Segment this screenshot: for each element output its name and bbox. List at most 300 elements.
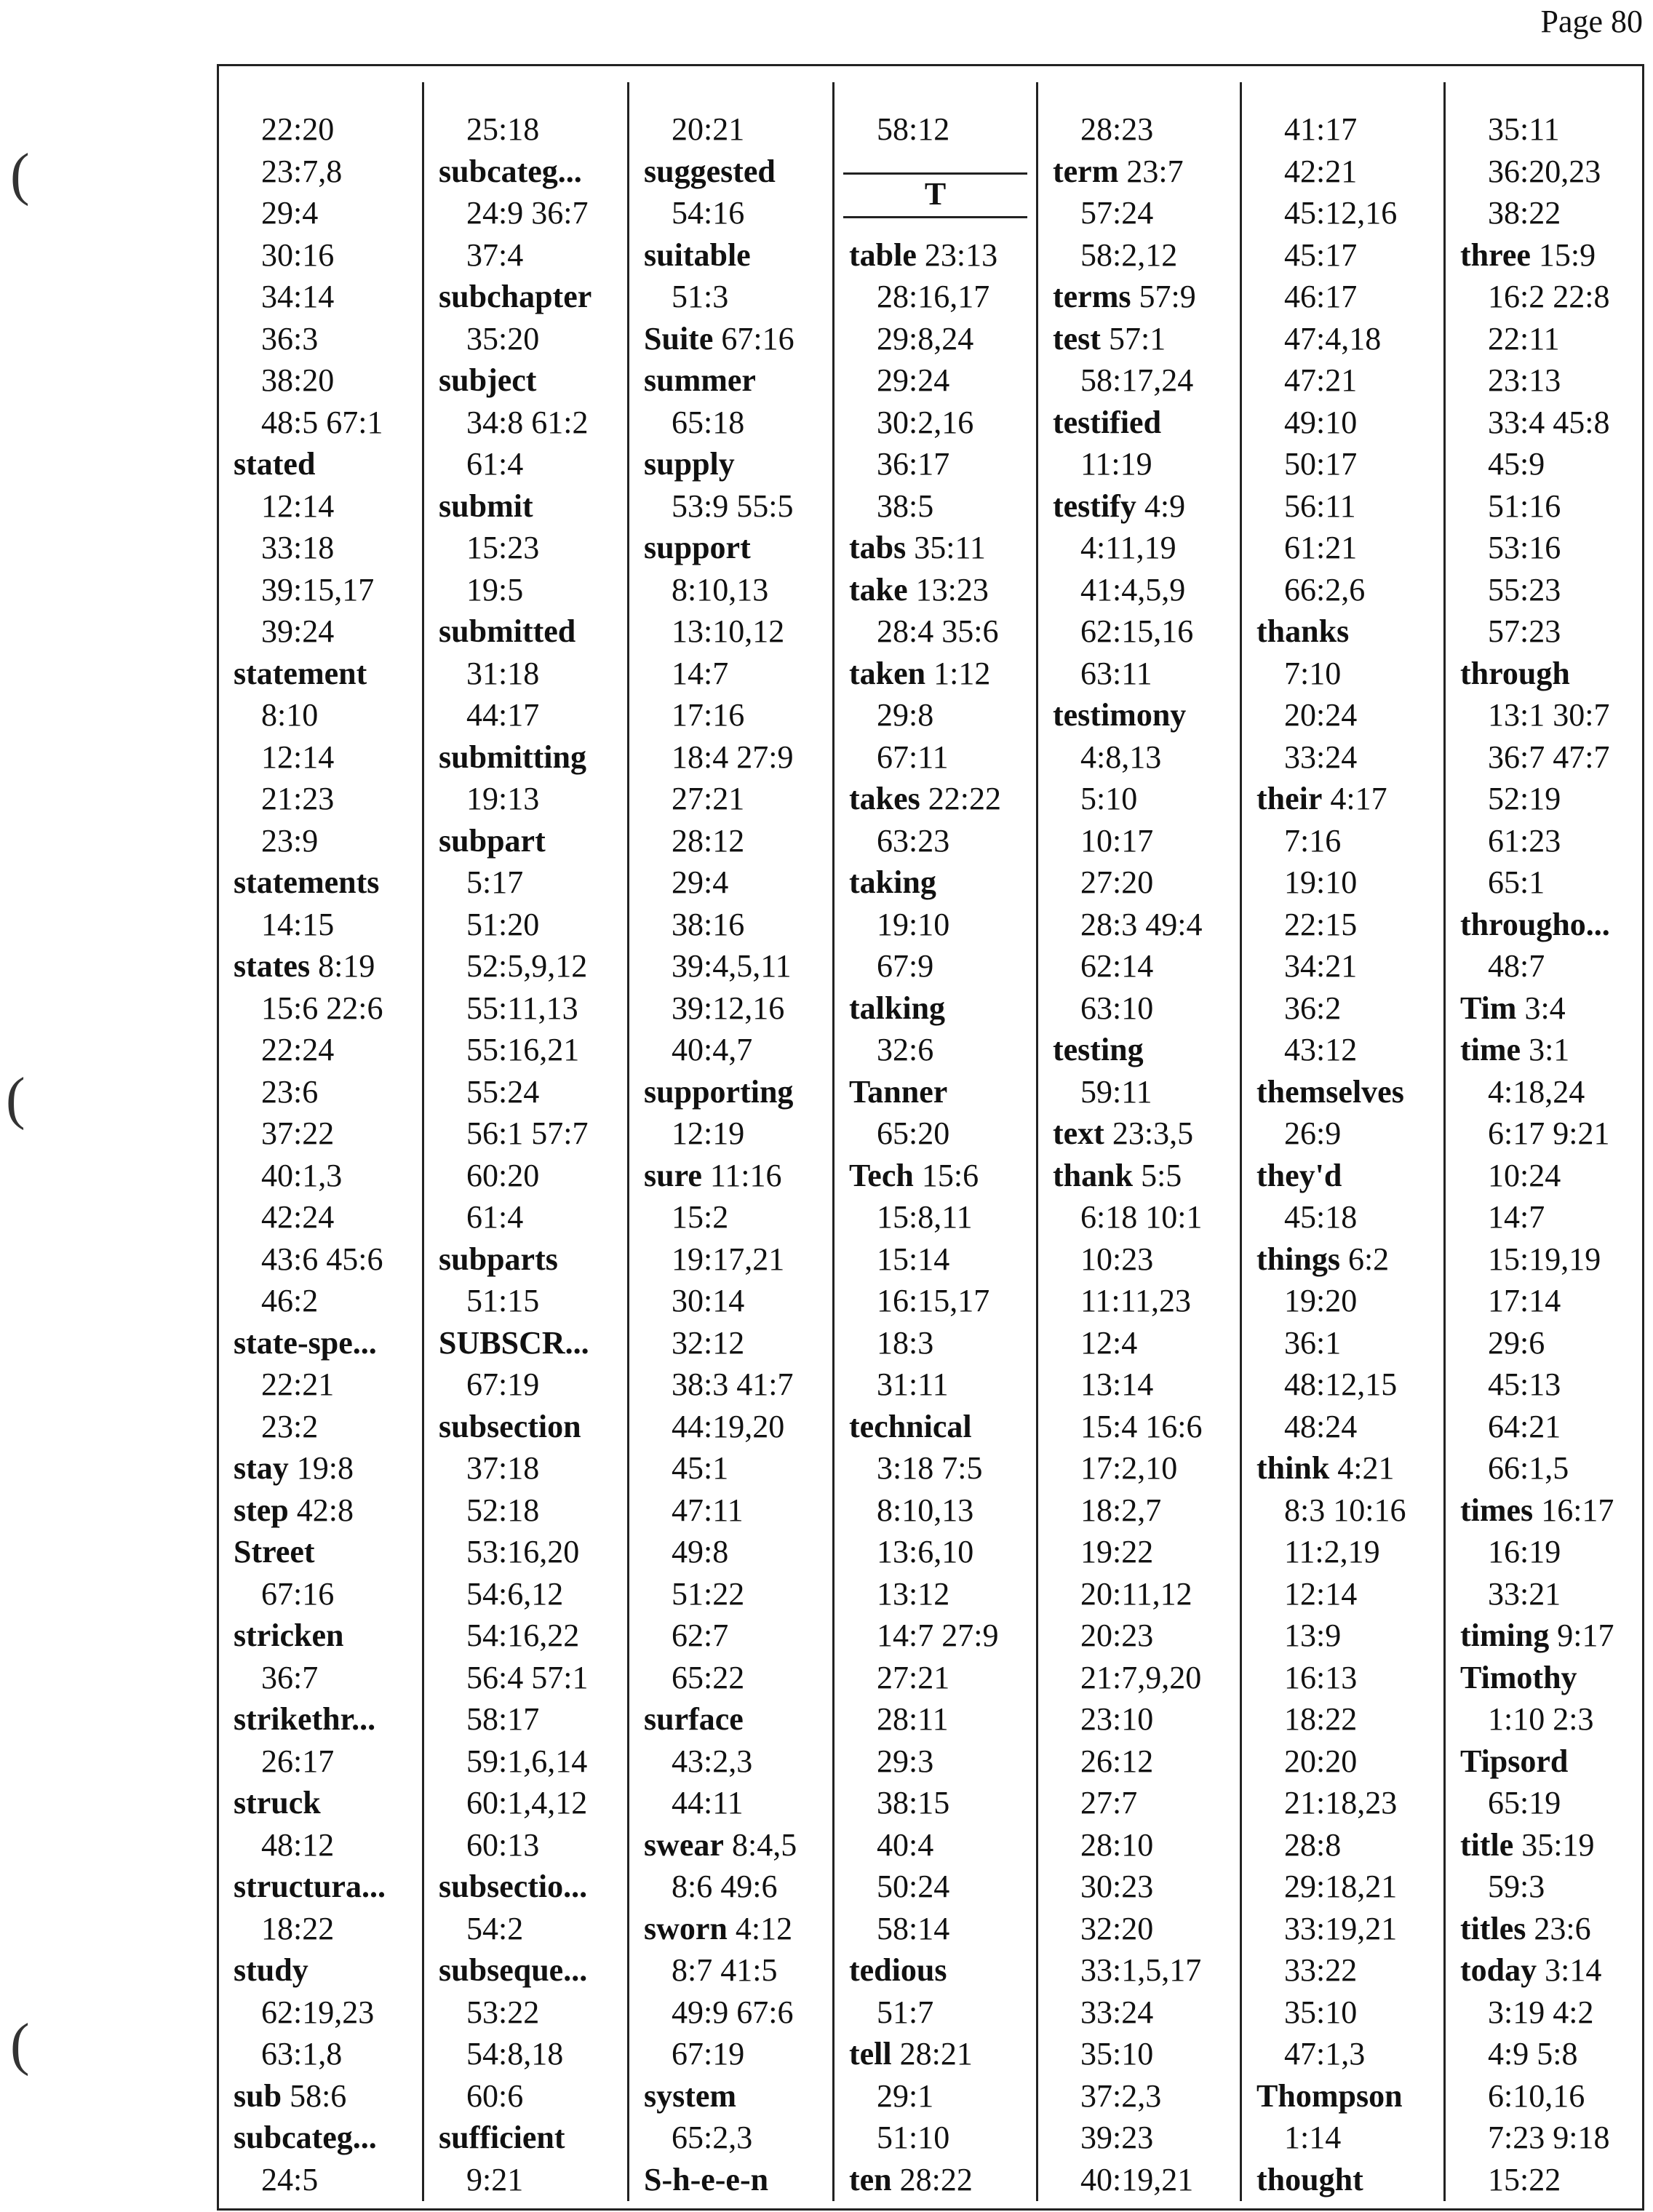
index-refs-continued: 40:4,7 [672, 1032, 753, 1067]
index-term: today [1460, 1952, 1537, 1988]
index-refs-continued: 54:16,22 [466, 1618, 580, 1653]
index-refs-continued: 13:12 [877, 1575, 950, 1612]
index-entry [219, 2117, 422, 2159]
index-entry [629, 443, 832, 485]
index-refs-continued: 15:8,11 [877, 1199, 973, 1235]
index-term: time [1460, 1032, 1521, 1067]
margin-mark-bottom: ( [10, 2013, 30, 2077]
index-entry [424, 736, 627, 779]
index-entry [835, 2159, 1036, 2201]
index-term: they'd [1256, 1157, 1342, 1193]
index-refs-continued: 67:16 [261, 1575, 335, 1612]
index-refs-continued: 8:10,13 [672, 571, 769, 608]
index-refs-continued: 52:18 [466, 1492, 540, 1528]
index-refs: 3:1 [1529, 1032, 1570, 1067]
index-refs-continued: 39:24 [261, 613, 335, 649]
index-refs-continued: 30:16 [261, 236, 335, 273]
index-refs-continued: 59:3 [1488, 1869, 1545, 1904]
index-refs-continued: 65:18 [672, 404, 745, 440]
index-refs-continued: 53:9 55:5 [672, 488, 794, 524]
index-refs: 23:13 [924, 236, 998, 273]
index-term: Tech [849, 1157, 914, 1193]
index-term: supporting [644, 1073, 794, 1110]
index-refs-continued: 51:3 [672, 279, 729, 314]
index-refs-continued: 41:17 [1284, 111, 1358, 147]
index-term: stay [234, 1450, 289, 1486]
index-refs-continued: 25:18 [466, 111, 540, 147]
index-refs-continued: 22:15 [1284, 906, 1358, 942]
index-refs-continued: 27:21 [672, 781, 745, 816]
index-entry [1446, 1908, 1642, 1950]
index-refs-continued: 29:8 [877, 697, 934, 733]
index-refs-continued: 31:18 [466, 655, 540, 691]
index-term: table [849, 236, 917, 273]
index-refs-continued: 63:1,8 [261, 2036, 343, 2072]
index-refs-continued: 45:1 [672, 1450, 729, 1486]
index-term: testimony [1053, 697, 1187, 733]
index-refs-continued: 53:16 [1488, 530, 1561, 565]
index-refs-continued: 18:22 [261, 1910, 335, 1946]
index-refs-continued: 36:17 [877, 446, 950, 482]
index-refs-continued: 39:4,5,11 [672, 948, 792, 984]
index-entry [1446, 1824, 1642, 1866]
index-refs: 23:3,5 [1112, 1115, 1194, 1151]
index-refs-continued: 20:20 [1284, 1743, 1358, 1779]
index-refs-continued: 20:21 [672, 111, 745, 147]
index-refs-continued: 15:22 [1488, 2161, 1561, 2197]
index-entry [835, 778, 1036, 820]
index-entry [1242, 1071, 1443, 1113]
index-entry [629, 1071, 832, 1113]
index-refs-continued: 47:4,18 [1284, 320, 1382, 357]
index-refs: 58:6 [290, 2077, 347, 2114]
index-refs-continued: 50:17 [1284, 446, 1358, 482]
index-refs-continued: 50:24 [877, 1869, 950, 1904]
index-refs-continued: 23:10 [1080, 1701, 1154, 1737]
index-refs-continued: 27:21 [877, 1659, 950, 1695]
index-refs-continued: 36:3 [261, 320, 319, 357]
index-entry [1038, 1113, 1240, 1155]
index-entry [1446, 987, 1642, 1030]
index-refs-continued: 15:4 16:6 [1080, 1408, 1203, 1444]
index-refs-continued: 10:17 [1080, 822, 1154, 859]
index-entry [1242, 2159, 1443, 2201]
index-refs-continued: 35:10 [1284, 1994, 1358, 2030]
index-refs-continued: 6:10,16 [1488, 2077, 1585, 2114]
index-refs: 1:12 [933, 655, 991, 691]
index-refs: 28:21 [899, 2036, 973, 2072]
index-refs-continued: 20:11,12 [1080, 1575, 1192, 1612]
index-refs-continued: 36:2 [1284, 990, 1342, 1026]
index-refs-continued: 12:14 [261, 488, 335, 524]
index-refs-continued: 21:23 [261, 781, 335, 816]
index-refs-continued: 11:19 [1080, 446, 1152, 482]
index-refs-continued: 28:12 [672, 822, 745, 859]
index-refs-continued: 60:20 [466, 1157, 540, 1193]
index-entry [835, 1155, 1036, 1197]
index-refs-continued: 51:20 [466, 906, 540, 942]
index-refs-continued: 28:10 [1080, 1826, 1154, 1863]
index-refs-continued: 17:16 [672, 697, 745, 733]
index-refs-continued: 56:11 [1284, 488, 1356, 524]
index-refs: 5:5 [1141, 1157, 1182, 1193]
index-entry [835, 234, 1036, 276]
index-refs-continued: 19:17,21 [672, 1241, 785, 1277]
index-refs: 4:17 [1330, 781, 1387, 816]
index-term: Tanner [849, 1073, 948, 1110]
index-refs-continued: 29:24 [877, 362, 950, 398]
index-refs-continued: 37:2,3 [1080, 2077, 1162, 2114]
index-entry [629, 2075, 832, 2117]
index-refs-continued: 51:16 [1488, 488, 1561, 524]
index-entry [835, 569, 1036, 611]
index-term: sufficient [439, 2120, 565, 2155]
index-entry [1446, 904, 1642, 946]
index-refs-continued: 3:18 7:5 [877, 1450, 983, 1486]
index-entry [1446, 1949, 1642, 1992]
index-refs-continued: 7:16 [1284, 822, 1342, 859]
index-refs-continued: 42:21 [1284, 153, 1358, 189]
index-term: subseque... [439, 1952, 588, 1988]
index-refs-continued: 45:12,16 [1284, 195, 1398, 231]
index-refs-continued: 14:7 27:9 [877, 1618, 999, 1653]
index-refs: 19:8 [296, 1450, 354, 1486]
index-refs-continued: 20:24 [1284, 697, 1358, 733]
index-refs: 23:7 [1126, 153, 1184, 189]
index-entry [835, 527, 1036, 569]
index-entry [629, 359, 832, 402]
index-refs-continued: 19:5 [466, 571, 524, 608]
index-refs: 3:14 [1545, 1952, 1602, 1988]
index-term: statements [234, 864, 380, 900]
index-term: through [1460, 655, 1570, 691]
index-column-7 [1446, 82, 1642, 2201]
index-refs-continued: 16:15,17 [877, 1283, 990, 1318]
index-refs-continued: 65:2,3 [672, 2120, 753, 2155]
index-refs-continued: 13:14 [1080, 1366, 1154, 1402]
index-refs: 4:21 [1337, 1450, 1395, 1486]
index-refs-continued: 30:14 [672, 1283, 745, 1318]
index-refs-continued: 38:15 [877, 1785, 950, 1821]
index-entry [629, 151, 832, 193]
index-term: sworn [644, 1910, 728, 1946]
index-refs-continued: 22:20 [261, 111, 335, 147]
index-refs-continued: 35:20 [466, 320, 540, 357]
index-term: testified [1053, 404, 1162, 440]
index-refs-continued: 4:18,24 [1488, 1073, 1585, 1110]
index-refs-continued: 24:9 36:7 [466, 195, 589, 231]
index-refs-continued: 67:11 [877, 739, 949, 775]
index-refs-continued: 14:7 [1488, 1199, 1545, 1235]
index-refs-continued: 21:7,9,20 [1080, 1659, 1202, 1695]
index-refs-continued: 55:23 [1488, 571, 1561, 608]
margin-mark-middle: ( [6, 1067, 25, 1131]
index-refs-continued: 3:19 4:2 [1488, 1994, 1594, 2030]
index-entry [424, 1406, 627, 1448]
index-term: submit [439, 488, 533, 524]
index-refs-continued: 30:2,16 [877, 404, 974, 440]
index-term: talking [849, 990, 946, 1026]
index-entry [424, 2117, 627, 2159]
index-entry [219, 1949, 422, 1992]
index-refs-continued: 47:1,3 [1284, 2036, 1366, 2072]
index-refs: 35:11 [914, 530, 986, 565]
index-refs-continued: 38:16 [672, 906, 745, 942]
index-term: times [1460, 1492, 1534, 1528]
index-refs-continued: 38:5 [877, 488, 934, 524]
index-term: Timothy [1460, 1659, 1577, 1695]
index-column-1 [219, 82, 424, 2201]
index-refs-continued: 38:3 41:7 [672, 1366, 794, 1402]
index-refs-continued: 18:22 [1284, 1701, 1358, 1737]
index-term: study [234, 1952, 308, 1988]
index-refs-continued: 26:12 [1080, 1743, 1154, 1779]
index-refs-continued: 36:7 47:7 [1488, 739, 1610, 775]
index-refs-continued: 32:6 [877, 1032, 934, 1067]
index-entry [219, 945, 422, 987]
index-entry [1038, 1029, 1240, 1071]
index-entry [629, 318, 832, 360]
index-refs-continued: 56:1 57:7 [466, 1115, 589, 1151]
index-refs-continued: 34:21 [1284, 948, 1358, 984]
index-refs-continued: 65:20 [877, 1115, 950, 1151]
index-refs-continued: 47:11 [672, 1492, 744, 1528]
index-refs-continued: 22:11 [1488, 320, 1560, 357]
index-refs-continued: 65:1 [1488, 864, 1545, 900]
index-entry [629, 1155, 832, 1197]
index-refs-continued: 17:14 [1488, 1283, 1561, 1318]
index-refs-continued: 40:19,21 [1080, 2161, 1194, 2197]
index-refs-continued: 51:22 [672, 1575, 745, 1612]
index-refs-continued: 33:4 45:8 [1488, 404, 1610, 440]
index-term: timing [1460, 1618, 1550, 1653]
index-entry [1446, 234, 1642, 276]
index-refs-continued: 8:6 49:6 [672, 1869, 778, 1904]
index-term: titles [1460, 1910, 1526, 1946]
index-entry [219, 862, 422, 904]
index-refs-continued: 51:15 [466, 1283, 540, 1318]
index-refs-continued: 33:21 [1488, 1575, 1561, 1612]
index-refs-continued: 27:20 [1080, 864, 1154, 900]
index-term: subcateg... [234, 2120, 377, 2155]
index-term: statement [234, 655, 367, 691]
index-refs-continued: 66:1,5 [1488, 1450, 1569, 1486]
index-refs-continued: 6:18 10:1 [1080, 1199, 1203, 1235]
index-refs-continued: 4:9 5:8 [1488, 2036, 1578, 2072]
index-refs-continued: 26:9 [1284, 1115, 1342, 1151]
index-refs-continued: 29:6 [1488, 1324, 1545, 1361]
index-term: summer [644, 362, 756, 398]
index-term: submitted [439, 613, 576, 649]
index-term: SUBSCR... [439, 1324, 589, 1361]
index-refs-continued: 58:12 [877, 111, 950, 147]
index-refs-continued: 46:2 [261, 1283, 319, 1318]
index-refs-continued: 14:7 [672, 655, 729, 691]
index-refs-continued: 49:9 67:6 [672, 1994, 794, 2030]
index-refs: 67:16 [721, 320, 794, 357]
index-refs-continued: 45:9 [1488, 446, 1545, 482]
index-refs-continued: 13:6,10 [877, 1534, 974, 1570]
index-refs-continued: 32:12 [672, 1324, 745, 1361]
index-refs-continued: 7:23 9:18 [1488, 2120, 1610, 2155]
index-term: thought [1256, 2161, 1363, 2197]
index-refs-continued: 39:12,16 [672, 990, 785, 1026]
index-refs-continued: 63:10 [1080, 990, 1154, 1026]
index-term: taken [849, 655, 926, 691]
index-term: strikethr... [234, 1701, 376, 1737]
index-refs-continued: 48:12 [261, 1826, 335, 1863]
index-refs: 35:19 [1521, 1826, 1595, 1863]
index-entry [1446, 1657, 1642, 1699]
index-refs-continued: 33:18 [261, 530, 335, 565]
index-refs-continued: 17:2,10 [1080, 1450, 1178, 1486]
index-refs-continued: 63:11 [1080, 655, 1152, 691]
index-refs: 28:22 [899, 2161, 973, 2197]
index-refs-continued: 15:23 [466, 530, 540, 565]
index-refs-continued: 14:15 [261, 906, 335, 942]
index-refs-continued: 44:11 [672, 1785, 744, 1821]
index-refs-continued: 16:19 [1488, 1534, 1561, 1570]
index-refs-continued: 67:19 [466, 1366, 540, 1402]
index-refs-continued: 60:13 [466, 1826, 540, 1863]
margin-mark-top: ( [10, 143, 30, 207]
index-term: stated [234, 446, 316, 482]
index-refs: 22:22 [928, 781, 1002, 816]
index-entry [1038, 1155, 1240, 1197]
index-refs-continued: 32:20 [1080, 1910, 1154, 1946]
index-term: supply [644, 446, 735, 482]
index-refs-continued: 55:24 [466, 1073, 540, 1110]
index-refs-continued: 18:3 [877, 1324, 934, 1361]
index-refs-continued: 26:17 [261, 1743, 335, 1779]
index-entry [1242, 610, 1443, 653]
index-refs-continued: 59:11 [1080, 1073, 1152, 1110]
index-term: themselves [1256, 1073, 1404, 1110]
index-term: structura... [234, 1869, 386, 1904]
index-refs-continued: 11:11,23 [1080, 1283, 1191, 1318]
index-term: three [1460, 236, 1531, 273]
index-refs-continued: 19:22 [1080, 1534, 1154, 1570]
index-refs-continued: 33:24 [1284, 739, 1358, 775]
index-refs-continued: 40:1,3 [261, 1157, 343, 1193]
index-term: submitting [439, 739, 586, 775]
index-refs-continued: 35:10 [1080, 2036, 1154, 2072]
index-term: tabs [849, 530, 907, 565]
index-term: tedious [849, 1952, 947, 1988]
index-refs-continued: 45:18 [1284, 1199, 1358, 1235]
index-entry [1446, 653, 1642, 695]
index-refs-continued: 28:23 [1080, 111, 1154, 147]
index-entry [219, 443, 422, 485]
index-refs-continued: 13:10,12 [672, 613, 785, 649]
index-refs-continued: 19:10 [877, 906, 950, 942]
index-refs-continued: 39:15,17 [261, 571, 375, 608]
index-term: terms [1053, 279, 1131, 314]
index-refs-continued: 67:9 [877, 948, 934, 984]
index-refs-continued: 55:16,21 [466, 1032, 580, 1067]
index-term: suitable [644, 236, 751, 273]
index-refs-continued: 8:3 10:16 [1284, 1492, 1406, 1528]
index-refs-continued: 49:10 [1284, 404, 1358, 440]
index-refs-continued: 40:4 [877, 1826, 934, 1863]
index-refs: 57:1 [1108, 320, 1166, 357]
index-refs-continued: 8:10,13 [877, 1492, 974, 1528]
index-term: sure [644, 1157, 702, 1193]
index-entry [219, 653, 422, 695]
index-refs-continued: 5:10 [1080, 781, 1138, 816]
index-refs-continued: 16:2 22:8 [1488, 279, 1610, 314]
index-refs-continued: 19:20 [1284, 1283, 1358, 1318]
index-refs-continued: 54:2 [466, 1910, 524, 1946]
index-refs-continued: 9:21 [466, 2161, 524, 2197]
index-refs-continued: 4:8,13 [1080, 739, 1162, 775]
index-refs: 9:17 [1557, 1618, 1614, 1653]
index-entry [835, 2033, 1036, 2075]
index-entry [629, 234, 832, 276]
index-refs-continued: 29:18,21 [1284, 1869, 1398, 1904]
index-entry [219, 1782, 422, 1824]
index-refs-continued: 52:5,9,12 [466, 948, 588, 984]
index-refs-continued: 8:10 [261, 697, 319, 733]
index-entry [1038, 485, 1240, 528]
index-refs-continued: 18:2,7 [1080, 1492, 1162, 1528]
index-column-6 [1242, 82, 1446, 2201]
index-refs: 6:2 [1347, 1241, 1390, 1277]
index-refs-continued: 53:22 [466, 1994, 540, 2030]
index-refs-continued: 66:2,6 [1284, 571, 1366, 608]
index-term: Suite [644, 320, 714, 357]
index-refs: 11:16 [709, 1157, 782, 1193]
index-term: state-spe... [234, 1324, 377, 1361]
index-refs-continued: 16:13 [1284, 1659, 1358, 1695]
index-term: title [1460, 1826, 1514, 1863]
index-refs-continued: 1:14 [1284, 2120, 1342, 2155]
index-refs: 13:23 [915, 571, 989, 608]
index-term: S-h-e-e-n [644, 2161, 769, 2197]
index-column-2 [424, 82, 629, 2201]
index-entry [219, 1489, 422, 1532]
index-refs-continued: 28:3 49:4 [1080, 906, 1203, 942]
index-refs-continued: 19:13 [466, 781, 540, 816]
index-refs-continued: 15:14 [877, 1241, 950, 1277]
index-refs-continued: 38:22 [1488, 195, 1561, 231]
index-refs-continued: 64:21 [1488, 1408, 1561, 1444]
index-refs: 8:4,5 [731, 1826, 797, 1863]
index-entry [1242, 1238, 1443, 1281]
index-refs-continued: 63:23 [877, 822, 950, 859]
index-refs-continued: 29:4 [672, 864, 729, 900]
index-refs-continued: 39:23 [1080, 2120, 1154, 2155]
index-refs-continued: 22:21 [261, 1366, 335, 1402]
index-term: thank [1053, 1157, 1134, 1193]
index-refs: 3:4 [1524, 990, 1566, 1026]
index-term: subpart [439, 822, 546, 859]
section-letter: T [924, 175, 947, 212]
index-refs-continued: 23:7,8 [261, 153, 343, 189]
index-refs: 23:6 [1534, 1910, 1591, 1946]
index-refs-continued: 7:10 [1284, 655, 1342, 691]
index-refs-continued: 46:17 [1284, 279, 1358, 314]
index-term: swear [644, 1826, 724, 1863]
index-refs: 15:6 [921, 1157, 979, 1193]
index-entry [219, 1615, 422, 1657]
index-term: term [1053, 153, 1119, 189]
index-entry [424, 1949, 627, 1992]
index-refs-continued: 33:1,5,17 [1080, 1952, 1202, 1988]
index-entry [835, 1406, 1036, 1448]
index-refs-continued: 42:24 [261, 1199, 335, 1235]
index-frame [217, 64, 1644, 2211]
